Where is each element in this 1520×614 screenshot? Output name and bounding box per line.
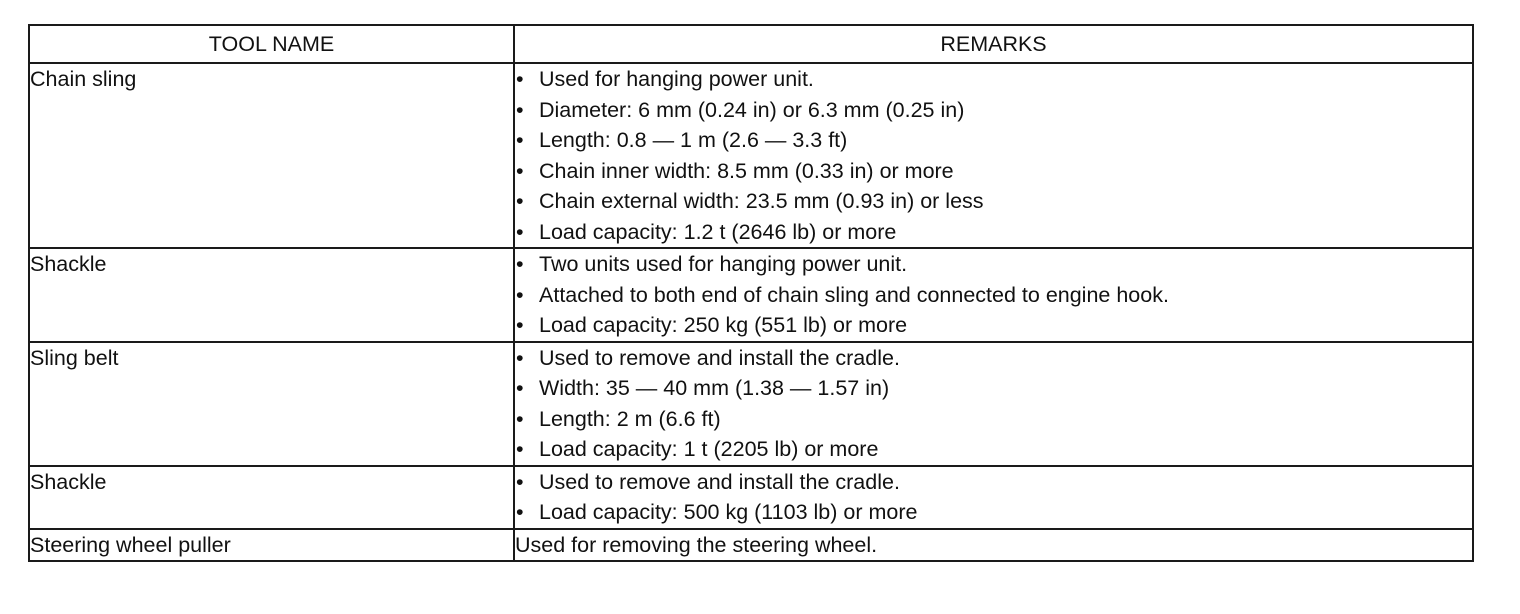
bullet-icon: • [516,97,524,122]
remark-text: Load capacity: 1 t (2205 lb) or more [539,437,879,461]
remark-text: Diameter: 6 mm (0.24 in) or 6.3 mm (0.25 in) [539,97,965,122]
remark-text: Attached to both end of chain sling and connected to engine hook. [539,282,1169,307]
header-tool-name: TOOL NAME [29,25,514,63]
table-row [29,63,1473,248]
remarks-cell [514,63,1473,248]
bullet-icon: • [516,158,524,183]
bullet-icon: • [516,313,524,337]
remark-text: Two units used for hanging power unit. [539,252,908,276]
remark-item [515,217,1472,248]
bullet-icon: • [516,345,524,370]
remark-text: Load capacity: 1.2 t (2646 lb) or more [539,219,897,244]
remark-item [515,95,1472,126]
tool-table [28,24,1474,562]
remarks-cell [514,529,1473,562]
remark-text: Length: 0.8 — 1 m (2.6 — 3.3 ft) [539,128,848,152]
bullet-icon: • [516,500,524,524]
remark-text: Used for removing the steering wheel. [515,532,878,557]
remark-item [515,186,1472,217]
remark-item [515,125,1472,156]
table-row [29,529,1473,562]
remark-item [515,64,1472,95]
remark-item [515,434,1472,465]
bullet-icon: • [516,219,524,244]
remark-item [515,343,1472,374]
remark-text: Load capacity: 500 kg (1103 lb) or more [539,500,918,524]
bullet-icon: • [516,406,524,431]
tool-name-cell: Shackle [29,466,514,529]
remarks-cell [514,342,1473,466]
remark-item [515,156,1472,187]
header-remarks: REMARKS [514,25,1473,63]
remark-text: Chain inner width: 8.5 mm (0.33 in) or more [539,158,954,183]
remarks-cell [514,248,1473,342]
bullet-icon: • [516,128,524,152]
bullet-icon: • [516,282,524,307]
table-row [29,342,1473,466]
remark-text: Width: 35 — 40 mm (1.38 — 1.57 in) [539,376,890,400]
bullet-icon: • [516,376,524,400]
remark-item [515,404,1472,435]
bullet-icon: • [516,469,524,494]
remark-item [515,373,1472,404]
header-row [29,25,1473,63]
bullet-icon: • [516,252,524,276]
remarks-list [515,249,1472,341]
remark-item [515,249,1472,280]
bullet-icon: • [516,437,524,461]
tool-name-cell: Steering wheel puller [29,529,514,562]
table-row [29,248,1473,342]
remark-text: Length: 2 m (6.6 ft) [539,406,721,431]
bullet-icon: • [516,67,524,91]
remark-item [515,310,1472,341]
remark-item [515,497,1472,528]
remark-text: Used to remove and install the cradle. [539,345,900,370]
remark-item [515,467,1472,498]
remark-text: Used for hanging power unit. [539,67,814,91]
remarks-list [515,467,1472,528]
tool-name-cell: Chain sling [29,63,514,248]
remark-text: Chain external width: 23.5 mm (0.93 in) or less [539,189,984,213]
tool-name-cell: Sling belt [29,342,514,466]
bullet-icon: • [516,189,524,213]
remark-item [515,280,1472,311]
remarks-cell [514,466,1473,529]
remarks-list [515,64,1472,247]
remark-text: Load capacity: 250 kg (551 lb) or more [539,313,908,337]
remark-text: Used to remove and install the cradle. [539,469,900,494]
table-row [29,466,1473,529]
remarks-list [515,343,1472,465]
tool-name-cell: Shackle [29,248,514,342]
